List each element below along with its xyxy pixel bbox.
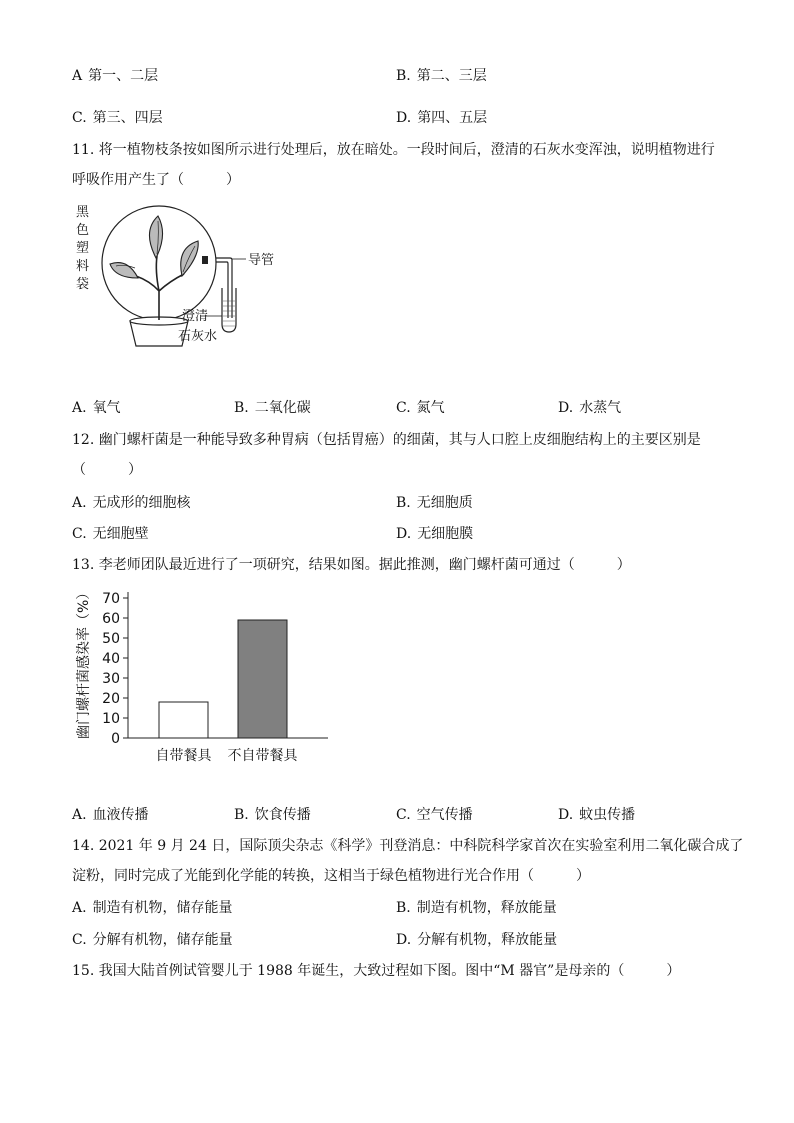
y-tick-label: 70	[102, 591, 120, 607]
bag-label-3: 料	[76, 259, 90, 274]
y-tick-label: 30	[102, 671, 120, 687]
q12-option-d: D. 无细胞膜	[396, 526, 474, 542]
leaf-left	[110, 263, 138, 278]
q11-figure	[70, 196, 290, 356]
y-tick-label: 20	[102, 691, 120, 707]
q13-option-c: C. 空气传播	[396, 807, 473, 823]
q11-stem-line2: 呼吸作用产生了（ ）	[72, 172, 240, 188]
q10-option-d: D. 第四、五层	[396, 110, 488, 126]
q11-option-a: A. 氧气	[72, 400, 121, 416]
q12-option-c: C. 无细胞壁	[72, 526, 149, 542]
test-tube	[222, 288, 236, 332]
q13-option-d: D. 蚊虫传播	[558, 807, 636, 823]
leaf-top	[149, 216, 162, 258]
q12-option-a: A. 无成形的细胞核	[72, 495, 191, 511]
y-tick-label: 0	[111, 731, 120, 747]
bag-label-1: 色	[76, 223, 90, 238]
plant-stem	[136, 256, 184, 320]
q13-option-b: B. 饮食传播	[234, 807, 311, 823]
q10-option-c: C. 第三、四层	[72, 110, 163, 126]
bar-0	[159, 702, 208, 738]
water-label-1: 澄清	[182, 309, 209, 324]
y-tick-label: 60	[102, 611, 120, 627]
q10-option-b: B. 第二、三层	[396, 68, 487, 84]
q11-option-b: B. 二氧化碳	[234, 400, 311, 416]
tube-label: 导管	[248, 253, 275, 268]
y-tick-label: 50	[102, 631, 120, 647]
q14-option-b: B. 制造有机物，释放能量	[396, 900, 557, 916]
q12-stem-line2: （ ）	[72, 462, 142, 478]
q11-option-c: C. 氮气	[396, 400, 445, 416]
q12-option-b: B. 无细胞质	[396, 495, 473, 511]
bag-label-4: 袋	[76, 277, 90, 292]
tube	[216, 258, 232, 318]
q12-stem-line1: 12. 幽门螺杆菌是一种能导致多种胃病（包括胃癌）的细菌，其与人口腔上皮细胞结构上的主要区别是	[72, 432, 701, 448]
x-category-label: 不自带餐具	[227, 748, 298, 764]
q13-stem: 13. 李老师团队最近进行了一项研究，结果如图。据此推测，幽门螺杆菌可通过（ ）	[72, 557, 631, 573]
bar-1	[238, 620, 287, 738]
bag-label-2: 塑	[76, 241, 90, 256]
q14-stem-line1: 14. 2021 年 9 月 24 日，国际顶尖杂志《科学》刊登消息：中科院科学家首次在实验室利用二氧化碳合成了	[72, 838, 744, 854]
bag-label-0: 黑	[76, 205, 90, 220]
x-category-label: 自带餐具	[155, 748, 212, 764]
q14-stem-line2: 淀粉，同时完成了光能到化学能的转换，这相当于绿色植物进行光合作用（ ）	[72, 868, 590, 884]
q14-option-a: A. 制造有机物，储存能量	[72, 900, 233, 916]
y-axis-label: 幽门螺杆菌感染率（%）	[76, 585, 92, 739]
y-tick-label: 40	[102, 651, 120, 667]
q13-option-a: A. 血液传播	[72, 807, 149, 823]
q10-option-a: A 第一、二层	[72, 68, 159, 84]
y-tick-label: 10	[102, 711, 120, 727]
q11-stem-line1: 11. 将一植物枝条按如图所示进行处理后，放在暗处。一段时间后，澄清的石灰水变浑浊，说明植物进行	[72, 142, 715, 158]
q11-option-d: D. 水蒸气	[558, 400, 622, 416]
water-label-2: 石灰水	[178, 329, 218, 344]
q14-option-d: D. 分解有机物，释放能量	[396, 932, 558, 948]
q15-stem: 15. 我国大陆首例试管婴儿于 1988 年诞生，大致过程如下图。图中“M 器官”是母亲的（ ）	[72, 963, 681, 979]
q13-bar-chart	[70, 584, 340, 774]
q14-option-c: C. 分解有机物，储存能量	[72, 932, 233, 948]
